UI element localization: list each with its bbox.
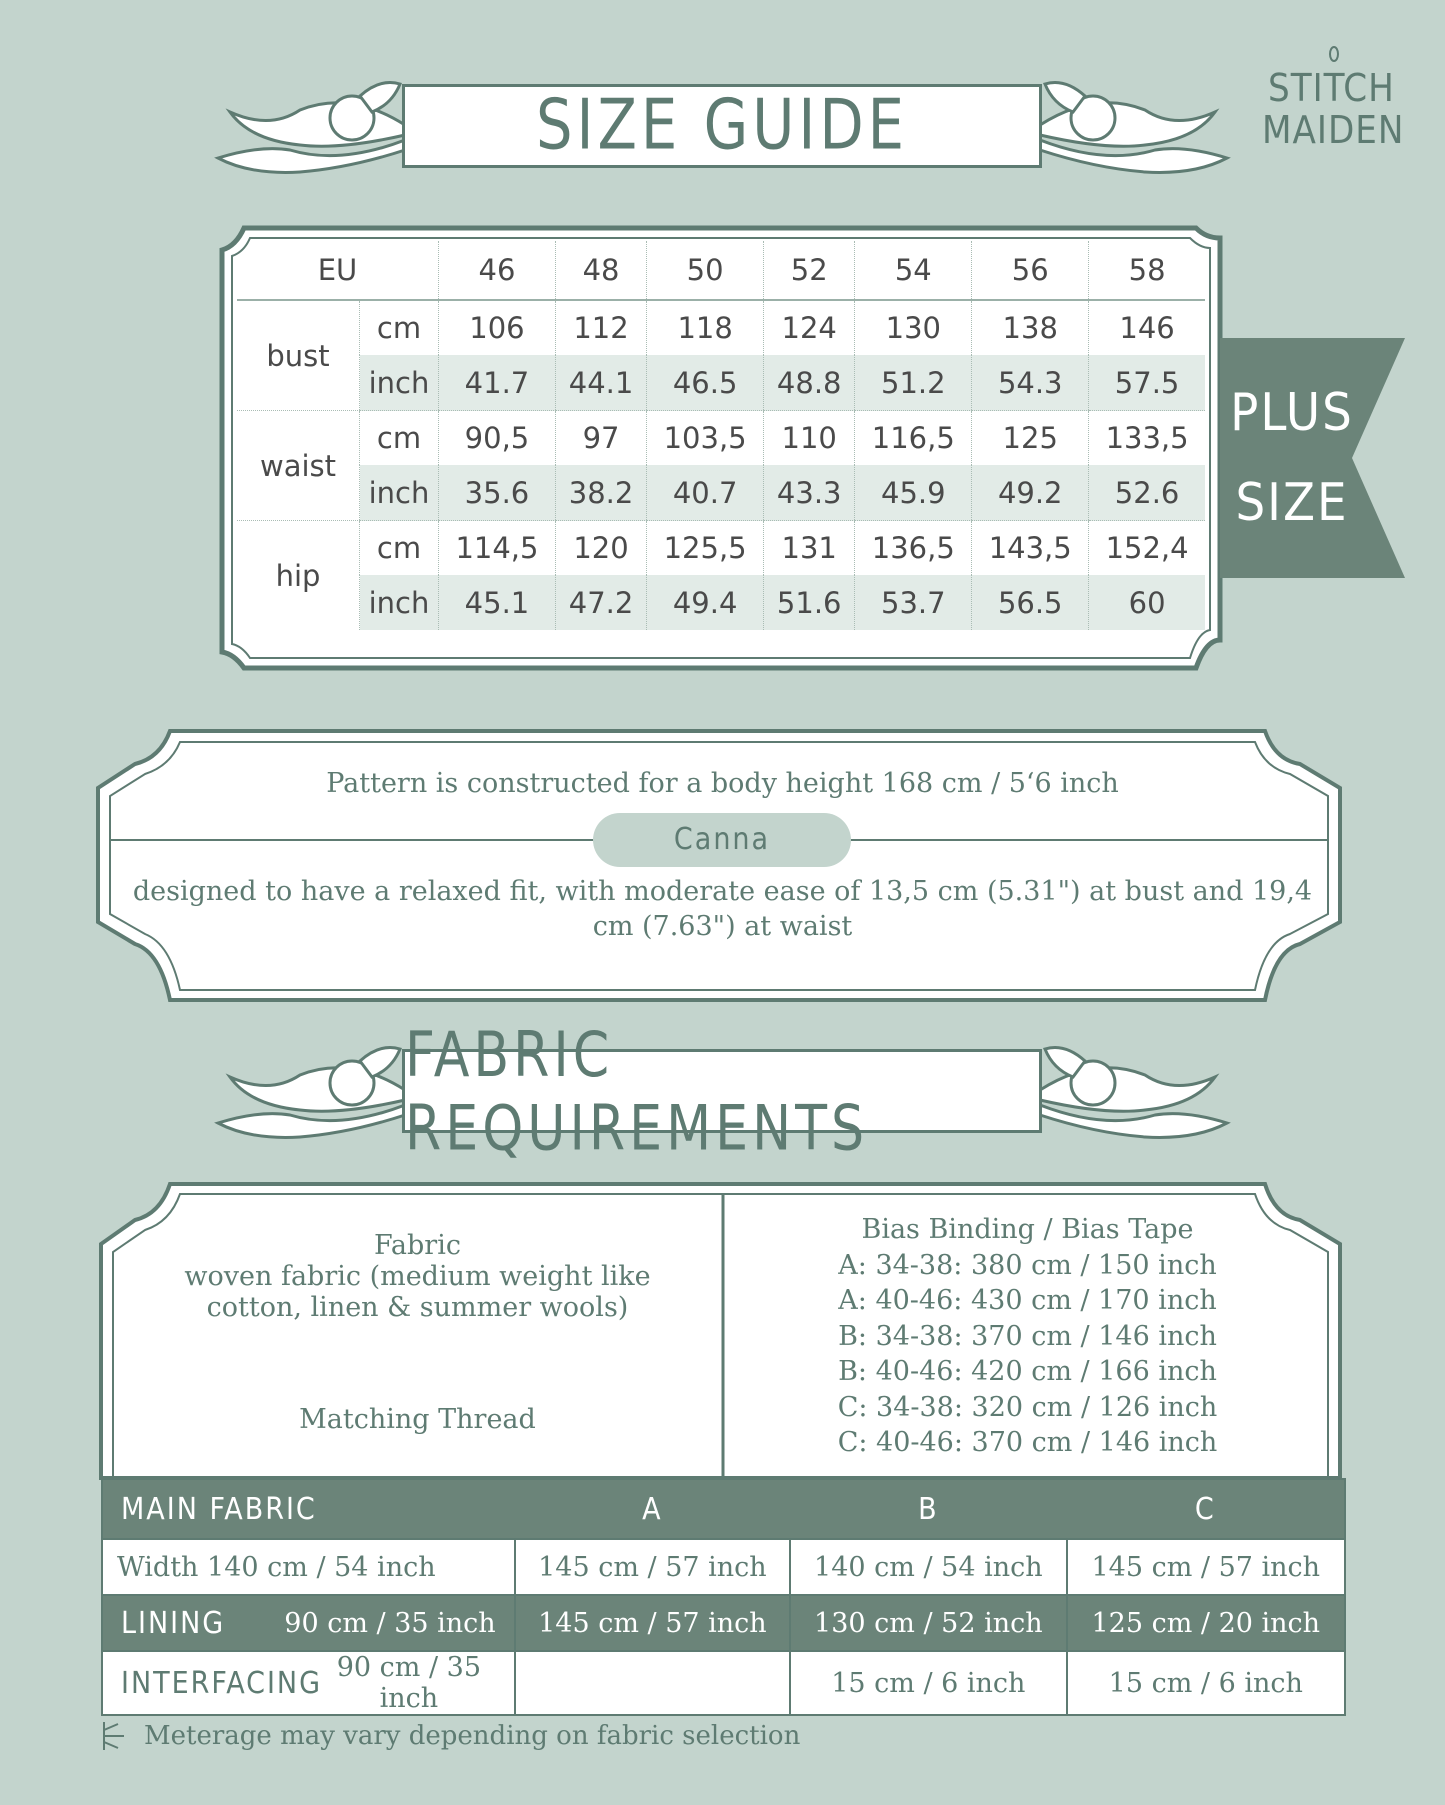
size-cell: 46.5 xyxy=(647,355,764,411)
bust-label: bust xyxy=(237,300,360,411)
hip-inch-row xyxy=(237,575,1205,630)
pattern-name-pill: Canna xyxy=(593,813,851,867)
waist-inch-row xyxy=(237,465,1205,521)
fabric-cell: 15 cm / 6 inch xyxy=(790,1651,1066,1715)
size-cell: 38.2 xyxy=(555,465,646,521)
flag-line-1: PLUS xyxy=(1230,383,1354,443)
size-cell: 44.1 xyxy=(555,355,646,411)
lining-label: LINING xyxy=(121,1605,226,1641)
flag-line-2: SIZE xyxy=(1235,473,1349,533)
size-cell: 103,5 xyxy=(647,411,764,466)
size-cell: 45.1 xyxy=(439,575,556,630)
unit-label: cm xyxy=(360,411,439,466)
main-fabric-label: MAIN FABRIC xyxy=(121,1491,317,1527)
size-cell: 110 xyxy=(764,411,855,466)
interfacing-label: INTERFACING xyxy=(121,1665,323,1701)
bias-item: B: 34-38: 370 cm / 146 inch xyxy=(838,1320,1217,1352)
meterage-note xyxy=(98,1720,800,1752)
size-cell: 47.2 xyxy=(555,575,646,630)
fabric-table xyxy=(101,1478,1346,1716)
size-header-cell: 54 xyxy=(855,241,972,300)
size-table xyxy=(237,241,1205,630)
size-cell: 136,5 xyxy=(855,521,972,576)
size-cell: 133,5 xyxy=(1089,411,1205,466)
fit-description-line-1: designed to have a relaxed fit, with moderate ease of 13,5 cm (5.31") at bust and 19,4 xyxy=(132,876,1313,907)
fabric-requirements-banner xyxy=(402,1017,1042,1165)
fit-description-line-2: cm (7.63") at waist xyxy=(592,911,853,942)
size-cell: 146 xyxy=(1089,300,1205,355)
fabric-line-1: woven fabric (medium weight like xyxy=(184,1261,651,1292)
bias-heading: Bias Binding / Bias Tape xyxy=(861,1214,1194,1245)
size-cell: 48.8 xyxy=(764,355,855,411)
needle-icon xyxy=(1324,46,1344,68)
size-header-cell: 56 xyxy=(972,241,1089,300)
size-header-row xyxy=(237,241,1205,300)
size-header-cell: 52 xyxy=(764,241,855,300)
fabric-cell: 15 cm / 6 inch xyxy=(1067,1651,1345,1715)
fabric-cell: 145 cm / 57 inch xyxy=(1067,1539,1345,1595)
size-cell: 118 xyxy=(647,300,764,355)
size-guide-title: SIZE GUIDE xyxy=(535,86,909,166)
fabric-flourish-left xyxy=(218,1048,405,1138)
size-cell: 143,5 xyxy=(972,521,1089,576)
size-cell: 49.2 xyxy=(972,465,1089,521)
bias-binding-list xyxy=(740,1212,1315,1461)
sprig-icon xyxy=(98,1720,126,1752)
unit-label: inch xyxy=(360,355,439,411)
size-cell: 60 xyxy=(1089,575,1205,630)
bias-item: C: 40-46: 370 cm / 146 inch xyxy=(837,1427,1218,1458)
size-cell: 138 xyxy=(972,300,1089,355)
interfacing-width: 90 cm / 35 inch xyxy=(336,1652,481,1714)
size-cell: 114,5 xyxy=(439,521,556,576)
unit-label: cm xyxy=(360,300,439,355)
fabric-flourish-right xyxy=(1040,1048,1227,1138)
fabric-cell: 140 cm / 54 inch xyxy=(790,1539,1066,1595)
fabric-cell: 130 cm / 52 inch xyxy=(790,1595,1066,1651)
size-guide-banner xyxy=(402,84,1042,168)
size-cell: 130 xyxy=(855,300,972,355)
bias-item: C: 34-38: 320 cm / 126 inch xyxy=(837,1391,1218,1423)
fabric-cell: 145 cm / 57 inch xyxy=(515,1595,790,1651)
size-cell: 52.6 xyxy=(1089,465,1205,521)
interfacing-row xyxy=(102,1651,1345,1715)
size-cell: 97 xyxy=(555,411,646,466)
size-cell: 45.9 xyxy=(855,465,972,521)
size-cell: 51.6 xyxy=(764,575,855,630)
hip-label: hip xyxy=(275,558,321,593)
size-guide-flourish-right xyxy=(1040,83,1227,173)
bust-inch-row xyxy=(237,355,1205,411)
logo-line-1: STITCH xyxy=(1268,66,1395,110)
size-cell: 57.5 xyxy=(1089,355,1205,411)
size-header-cell: 46 xyxy=(439,241,556,300)
unit-label: inch xyxy=(360,575,439,630)
eu-label: EU xyxy=(237,241,439,300)
size-cell: 112 xyxy=(555,300,646,355)
size-cell: 106 xyxy=(439,300,556,355)
size-header-cell: 48 xyxy=(555,241,646,300)
matching-thread: Matching Thread xyxy=(299,1404,536,1435)
size-cell: 51.2 xyxy=(855,355,972,411)
size-cell: 56.5 xyxy=(972,575,1089,630)
lining-width: 90 cm / 35 inch xyxy=(284,1607,496,1639)
unit-label: cm xyxy=(360,521,439,576)
unit-label: inch xyxy=(360,465,439,521)
column-a-header: A xyxy=(642,1491,663,1527)
size-cell: 124 xyxy=(764,300,855,355)
bias-item: A: 34-38: 380 cm / 150 inch xyxy=(838,1249,1217,1281)
fabric-description xyxy=(140,1230,695,1323)
fabric-cell: 125 cm / 20 inch xyxy=(1067,1595,1345,1651)
main-fabric-header-row xyxy=(102,1479,1345,1539)
waist-cm-row xyxy=(237,411,1205,466)
meterage-note-text: Meterage may vary depending on fabric selection xyxy=(144,1721,801,1751)
size-cell: 125 xyxy=(972,411,1089,466)
column-b-header: B xyxy=(918,1491,939,1527)
body-height-note: Pattern is constructed for a body height 168 cm / 5‘6 inch xyxy=(326,768,1119,799)
size-header-cell: 58 xyxy=(1089,241,1205,300)
fabric-line-2: cotton, linen & summer wools) xyxy=(206,1292,629,1323)
logo-line-2: MAIDEN xyxy=(1262,108,1405,152)
bias-item: A: 40-46: 430 cm / 170 inch xyxy=(838,1285,1217,1316)
size-cell: 53.7 xyxy=(855,575,972,630)
size-cell: 152,4 xyxy=(1089,521,1205,576)
size-cell: 120 xyxy=(555,521,646,576)
fabric-cell: 145 cm / 57 inch xyxy=(515,1539,790,1595)
column-c-header: C xyxy=(1194,1491,1216,1527)
main-fabric-row xyxy=(102,1539,1345,1595)
size-cell: 125,5 xyxy=(647,521,764,576)
size-cell: 41.7 xyxy=(439,355,556,411)
size-cell: 35.6 xyxy=(439,465,556,521)
hip-cm-row xyxy=(237,521,1205,576)
size-cell: 49.4 xyxy=(647,575,764,630)
plus-size-label xyxy=(1222,368,1362,548)
size-header-cell: 50 xyxy=(647,241,764,300)
size-cell: 40.7 xyxy=(647,465,764,521)
lining-row xyxy=(102,1595,1345,1651)
fabric-cell xyxy=(515,1651,790,1715)
bias-item: B: 40-46: 420 cm / 166 inch xyxy=(838,1356,1217,1387)
size-cell: 43.3 xyxy=(764,465,855,521)
main-fabric-width: Width 140 cm / 54 inch xyxy=(102,1539,515,1595)
fabric-heading: Fabric xyxy=(374,1230,461,1261)
size-cell: 131 xyxy=(764,521,855,576)
size-guide-flourish-left xyxy=(218,83,405,173)
fabric-requirements-title: FABRIC REQUIREMENTS xyxy=(405,1017,869,1165)
waist-label: waist xyxy=(237,411,360,521)
size-cell: 54.3 xyxy=(972,355,1089,411)
size-cell: 90,5 xyxy=(439,411,556,466)
stitch-maiden-logo xyxy=(1262,44,1405,164)
bust-cm-row xyxy=(237,300,1205,355)
size-cell: 116,5 xyxy=(855,411,972,466)
